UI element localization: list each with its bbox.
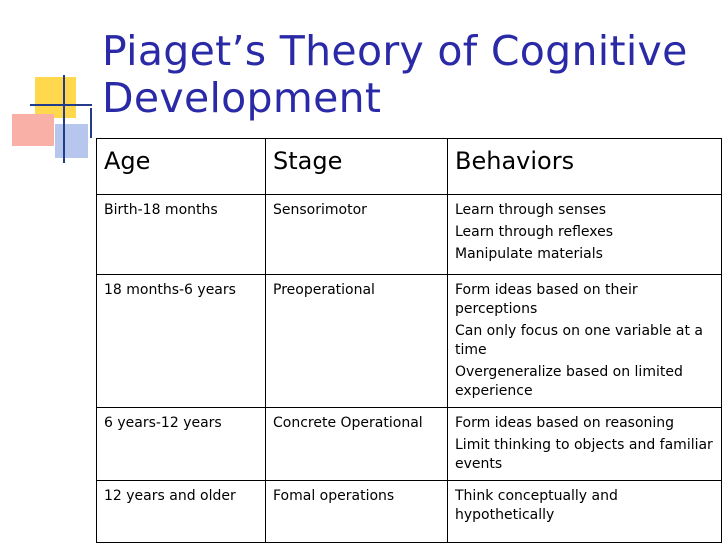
table-row [97, 481, 722, 543]
stage-cell: Preoperational [266, 275, 448, 408]
age-cell: Birth-18 months [97, 195, 266, 275]
behavior-item: Form ideas based on reasoning [455, 415, 675, 431]
behaviors-cell [448, 275, 722, 408]
decorative-vertical-line-short [90, 108, 92, 138]
decorative-red-square [12, 114, 54, 146]
header-age: Age [97, 139, 266, 195]
age-cell: 18 months-6 years [97, 275, 266, 408]
table-row [97, 408, 722, 481]
decorative-blue-square [55, 124, 88, 158]
behavior-item: Can only focus on one variable at a time [455, 323, 703, 358]
decorative-yellow-square [35, 77, 76, 118]
header-stage: Stage [266, 139, 448, 195]
behavior-item: Limit thinking to objects and familiar events [455, 437, 713, 472]
header-behaviors: Behaviors [448, 139, 722, 195]
stages-table [96, 138, 722, 543]
behavior-item: Learn through reflexes [455, 224, 614, 240]
behaviors-cell [448, 408, 722, 481]
behavior-item: Learn through senses [455, 202, 607, 218]
slide-title: Piaget’s Theory of Cognitive Development [102, 27, 688, 122]
stage-cell: Sensorimotor [266, 195, 448, 275]
behavior-item: Manipulate materials [455, 246, 603, 262]
behavior-item: Think conceptually and hypothetically [455, 488, 618, 523]
behavior-item: Form ideas based on their perceptions [455, 282, 638, 317]
age-cell: 12 years and older [97, 481, 266, 543]
table-header-row [97, 139, 722, 195]
behaviors-cell [448, 481, 722, 543]
decorative-vertical-line [63, 75, 65, 163]
age-cell: 6 years-12 years [97, 408, 266, 481]
table-row [97, 195, 722, 275]
table-row [97, 275, 722, 408]
behaviors-cell [448, 195, 722, 275]
behavior-item: Overgeneralize based on limited experience [455, 364, 683, 399]
stage-cell: Concrete Operational [266, 408, 448, 481]
decorative-horizontal-line [30, 104, 92, 106]
stage-cell: Fomal operations [266, 481, 448, 543]
